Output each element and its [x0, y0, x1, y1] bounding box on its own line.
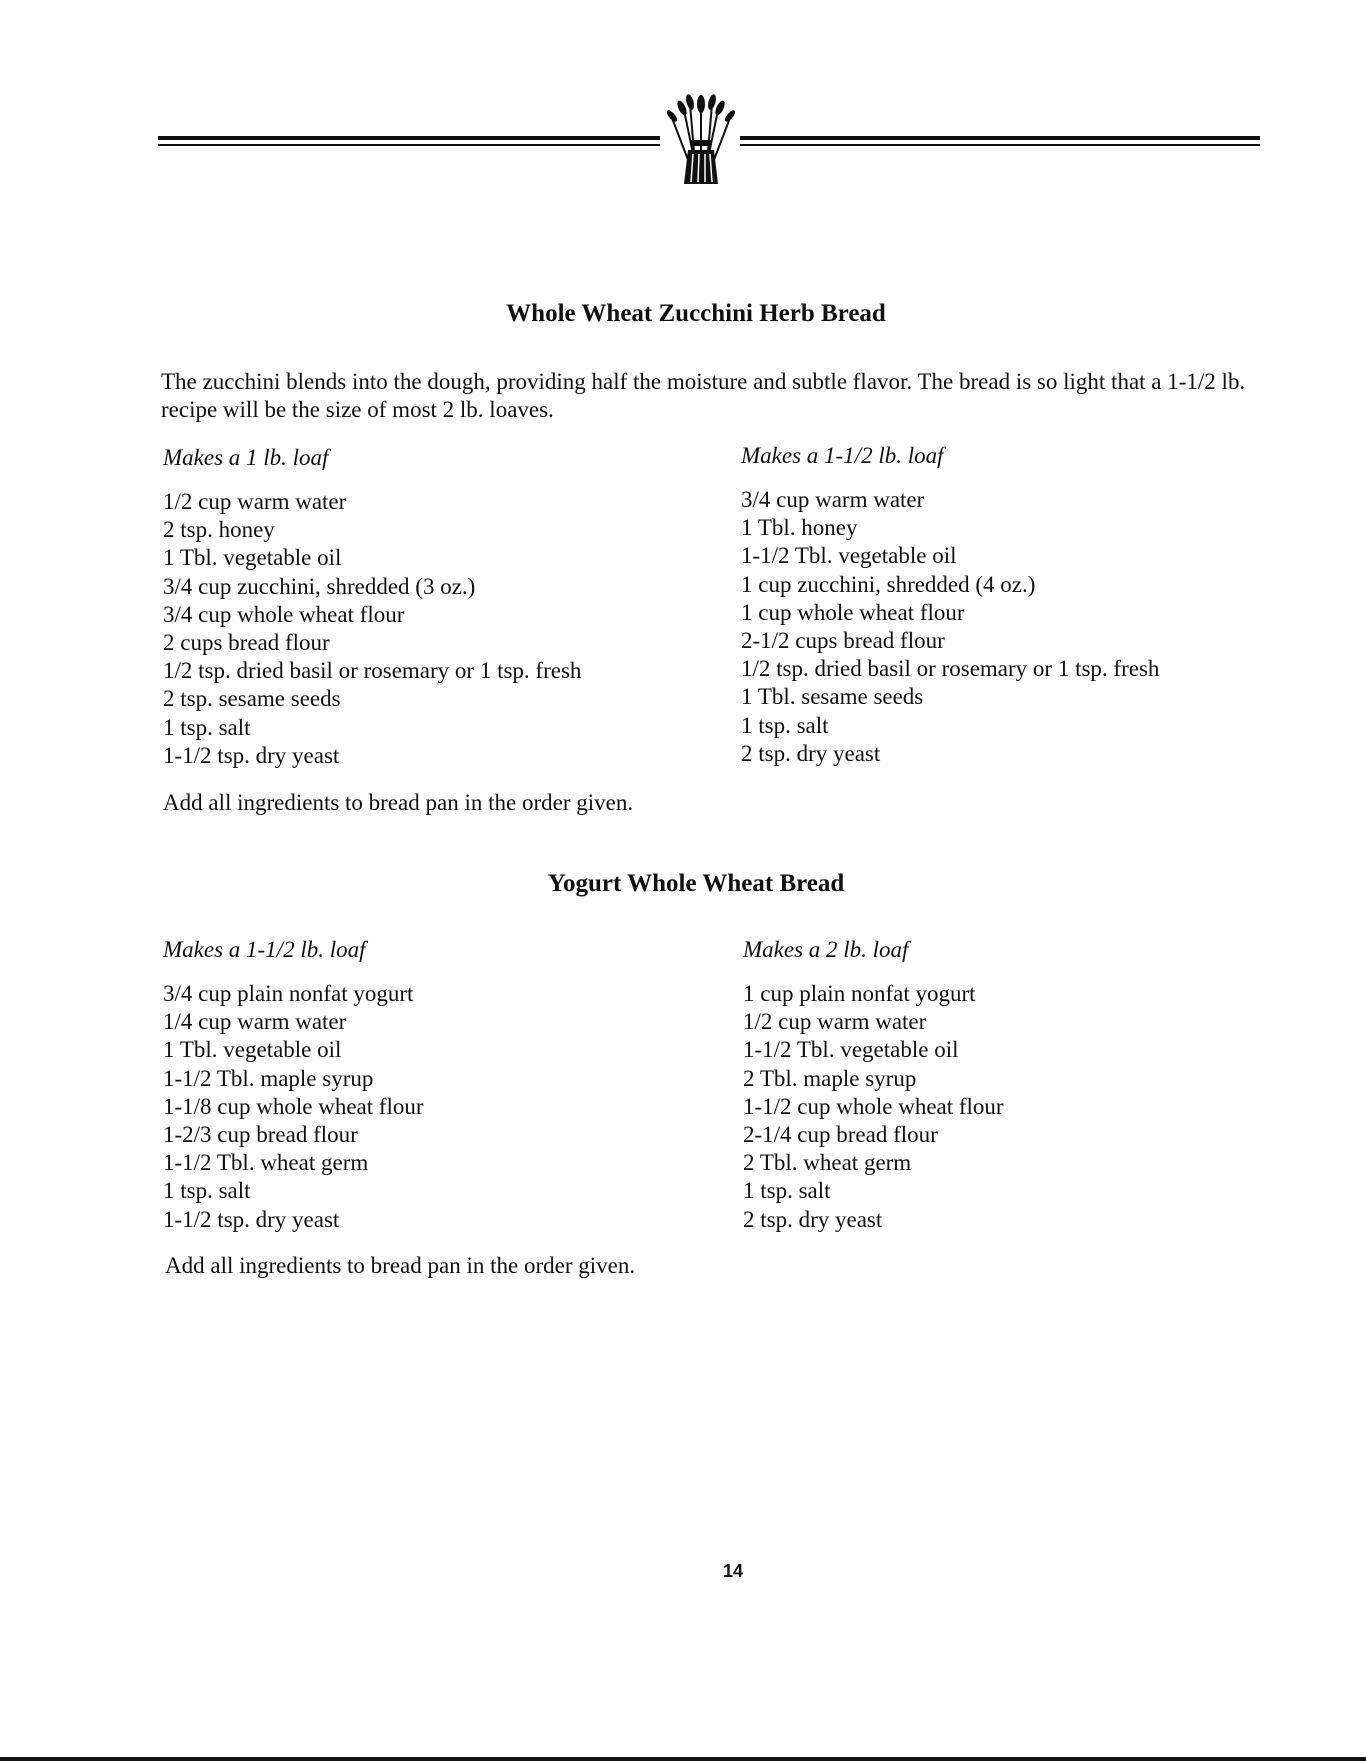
ingredient-item: 1 cup plain nonfat yogurt [743, 981, 976, 1006]
ingredient-item: 2 Tbl. maple syrup [743, 1065, 917, 1091]
ingredient-item: 1-1/2 Tbl. vegetable oil [743, 1037, 959, 1063]
ingredient-item: 3/4 cup whole wheat flour [163, 601, 405, 627]
page-number: 14 [723, 1561, 744, 1581]
ingredient-item: 3/4 cup plain nonfat yogurt [163, 981, 414, 1006]
ingredient-item: 2-1/4 cup bread flour [743, 1122, 938, 1148]
ingredient-item: 1 Tbl. sesame seeds [741, 684, 924, 710]
ingredient-item: 1 tsp. salt [163, 714, 251, 740]
ingredient-item: 1-1/2 tsp. dry yeast [163, 1206, 340, 1232]
ingredient-item: 1 tsp. salt [163, 1178, 251, 1204]
ingredient-item: 1-1/2 Tbl. vegetable oil [741, 543, 957, 569]
recipe2-column-small [163, 936, 424, 1234]
ingredient-item: 1-1/2 cup whole wheat flour [743, 1093, 1004, 1119]
wheat-sheaf-icon [660, 88, 742, 188]
yield-label: Makes a 1 lb. loaf [163, 445, 329, 470]
recipe-intro: The zucchini blends into the dough, providing half the moisture and subtle flavor. The bread is so light that a 1-1/2 lb. recipe will be the size of most 2 lb. loaves. [161, 369, 1246, 422]
ingredient-item: 1 Tbl. vegetable oil [163, 1037, 342, 1063]
ingredient-list [163, 980, 424, 1234]
ingredient-item: 2 cups bread flour [163, 630, 330, 656]
ingredient-item: 1 cup zucchini, shredded (4 oz.) [741, 571, 1036, 597]
instructions-note: Add all ingredients to bread pan in the order given. [163, 790, 634, 815]
ingredient-item: 1/2 tsp. dried basil or rosemary or 1 tsp. fresh [163, 658, 582, 684]
ingredient-item: 1 Tbl. vegetable oil [163, 545, 342, 571]
yield-label: Makes a 1-1/2 lb. loaf [741, 443, 944, 468]
ingredient-list [743, 980, 1004, 1234]
ingredient-item: 1-1/2 Tbl. wheat germ [163, 1150, 369, 1176]
header-rule-right [740, 136, 1260, 146]
ingredient-list [741, 486, 1159, 768]
ingredient-item: 1-1/2 Tbl. maple syrup [163, 1065, 374, 1091]
instructions-note: Add all ingredients to bread pan in the order given. [165, 1253, 636, 1278]
recipe1-column-large [741, 442, 1159, 768]
recipe2-column-large [743, 936, 1004, 1234]
ingredient-item: 1/2 cup warm water [163, 489, 347, 514]
ingredient-item: 2 tsp. dry yeast [743, 1206, 883, 1232]
ingredient-item: 1 tsp. salt [743, 1178, 831, 1204]
ingredient-item: 2 tsp. honey [163, 517, 275, 543]
recipe1-column-small [163, 444, 581, 770]
ingredient-item: 1-1/8 cup whole wheat flour [163, 1093, 424, 1119]
ingredient-item: 1/4 cup warm water [163, 1009, 347, 1035]
ingredient-item: 2 Tbl. wheat germ [743, 1150, 912, 1176]
recipe-title-zucchini: Whole Wheat Zucchini Herb Bread [506, 300, 886, 327]
header-rule-left [158, 136, 660, 146]
yield-label: Makes a 1-1/2 lb. loaf [163, 937, 366, 962]
header-rule [158, 80, 1260, 230]
ingredient-item: 2-1/2 cups bread flour [741, 628, 945, 654]
ingredient-item: 2 tsp. dry yeast [741, 740, 881, 766]
ingredient-item: 1-1/2 tsp. dry yeast [163, 742, 340, 768]
ingredient-item: 1 Tbl. honey [741, 515, 858, 541]
ingredient-item: 3/4 cup warm water [741, 487, 925, 512]
yield-label: Makes a 2 lb. loaf [743, 937, 909, 962]
ingredient-list [163, 488, 581, 770]
ingredient-item: 1 tsp. salt [741, 712, 829, 738]
ingredient-item: 1/2 tsp. dried basil or rosemary or 1 tsp. fresh [741, 656, 1160, 682]
ingredient-item: 1-2/3 cup bread flour [163, 1122, 358, 1148]
ingredient-item: 3/4 cup zucchini, shredded (3 oz.) [163, 573, 476, 599]
recipe-title-yogurt: Yogurt Whole Wheat Bread [547, 870, 845, 897]
ingredient-item: 1/2 cup warm water [743, 1009, 927, 1035]
ingredient-item: 1 cup whole wheat flour [741, 599, 965, 625]
ingredient-item: 2 tsp. sesame seeds [163, 686, 341, 712]
page-bottom-rule [0, 1757, 1366, 1761]
